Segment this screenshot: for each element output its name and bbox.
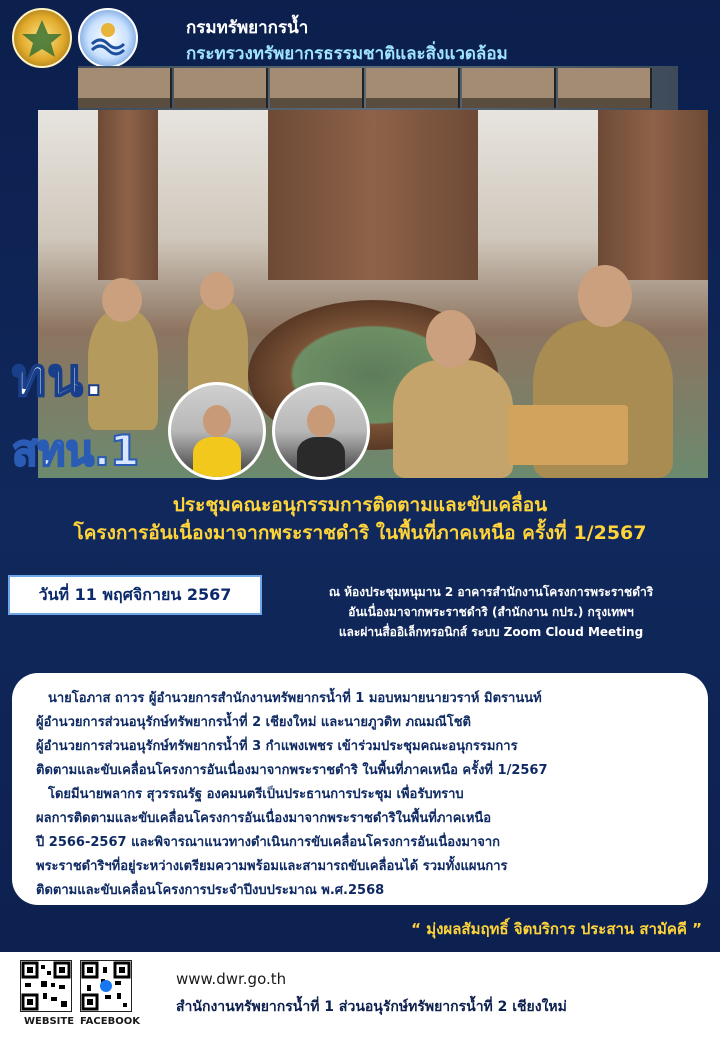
wall-panel bbox=[98, 110, 158, 280]
attendee-head bbox=[200, 272, 234, 310]
attendee-head bbox=[578, 265, 632, 327]
footer bbox=[0, 952, 720, 1040]
inset-photo-director bbox=[272, 382, 370, 480]
brand-mark-small: สทน.1 bbox=[12, 426, 140, 475]
body-line: ผู้อำนวยการส่วนอนุรักษ์ทรัพยากรน้ำที่ 2 เชียงใหม่ และนายภูวดิท ภณมณีโชติ bbox=[36, 715, 471, 730]
attendee-head bbox=[102, 278, 142, 322]
office-names: สำนักงานทรัพยากรน้ำที่ 1 ส่วนอนุรักษ์ทรัพยากรน้ำที่ 2 เชียงใหม่ bbox=[176, 999, 567, 1015]
headline-line-2: โครงการอันเนื่องมาจากพระราชดำริ ในพื้นที่ภาคเหนือ ครั้งที่ 1/2567 bbox=[73, 522, 647, 544]
body-line: ผลการติดตามและขับเคลื่อนโครงการอันเนื่องมาจากพระราชดำริในพื้นที่ภาคเหนือ bbox=[36, 811, 492, 826]
body-line: ติดตามและขับเคลื่อนโครงการอันเนื่องมาจากพระราชดำริ ในพื้นที่ภาคเหนือ ครั้งที่ 1/2567 bbox=[36, 763, 548, 778]
body-line: นายโอภาส ถาวร ผู้อำนวยการสำนักงานทรัพยากรน้ำที่ 1 มอบหมายนายวราห์ มิตรานนท์ bbox=[48, 691, 542, 706]
news-body-card bbox=[12, 673, 708, 905]
venue-line: อันเนื่องมาจากพระราชดำริ (สำนักงาน กปร.) กรุงเทพฯ bbox=[348, 605, 634, 619]
qr-facebook-label: FACEBOOK bbox=[80, 1016, 140, 1027]
brand-mark-large: ทน. bbox=[12, 348, 105, 408]
body-line: พระราชดำริฯที่อยู่ระหว่างเตรียมความพร้อมและสามารถขับเคลื่อนได้ รวมทั้งแผนการ bbox=[36, 859, 508, 874]
ministry-name: กระทรวงทรัพยากรธรรมชาติและสิ่งแวดล้อม bbox=[186, 44, 508, 64]
qr-code-facebook-icon[interactable] bbox=[80, 960, 132, 1012]
org-name: กรมทรัพยากรน้ำ bbox=[186, 18, 309, 38]
inset-photo-director bbox=[168, 382, 266, 480]
website-url[interactable]: www.dwr.go.th bbox=[176, 970, 287, 988]
body-line: ผู้อำนวยการส่วนอนุรักษ์ทรัพยากรน้ำที่ 3 กำแพงเพชร เข้าร่วมประชุมคณะอนุกรรมการ bbox=[36, 739, 518, 754]
body-line: โดยมีนายพลากร สุวรรณรัฐ องคมนตรีเป็นประธานการประชุม เพื่อรับทราบ bbox=[48, 787, 464, 802]
venue-line: ณ ห้องประชุมหนุมาน 2 อาคารสำนักงานโครงการพระราชดำริ bbox=[328, 585, 654, 599]
attendee bbox=[393, 360, 513, 478]
ministry-seal-icon bbox=[12, 8, 72, 68]
qr-website-label: WEBSITE bbox=[24, 1016, 75, 1027]
zoom-participants-strip bbox=[78, 66, 678, 110]
dwr-seal-icon bbox=[78, 8, 138, 68]
wall-panel bbox=[268, 110, 478, 280]
wall-panel bbox=[598, 110, 708, 280]
headline-line-1: ประชุมคณะอนุกรรมการติดตามและขับเคลื่อน bbox=[172, 494, 548, 516]
venue-line: และผ่านสื่ออิเล็กทรอนิกส์ ระบบ Zoom Cloud Meeting bbox=[338, 625, 644, 639]
podium bbox=[508, 405, 628, 465]
qr-code-website-icon[interactable] bbox=[20, 960, 72, 1012]
body-line: ปี 2566-2567 และพิจารณาแนวทางดำเนินการขับเคลื่อนโครงการอันเนื่องมาจาก bbox=[36, 835, 501, 850]
body-line: ติดตามและขับเคลื่อนโครงการประจำปีงบประมาณ พ.ศ.2568 bbox=[36, 883, 385, 898]
motto: “ มุ่งผลสัมฤทธิ์ จิตบริการ ประสาน สามัคคี ” bbox=[411, 920, 702, 938]
date-badge: วันที่ 11 พฤศจิกายน 2567 bbox=[8, 575, 262, 615]
attendee-head bbox=[426, 310, 476, 368]
